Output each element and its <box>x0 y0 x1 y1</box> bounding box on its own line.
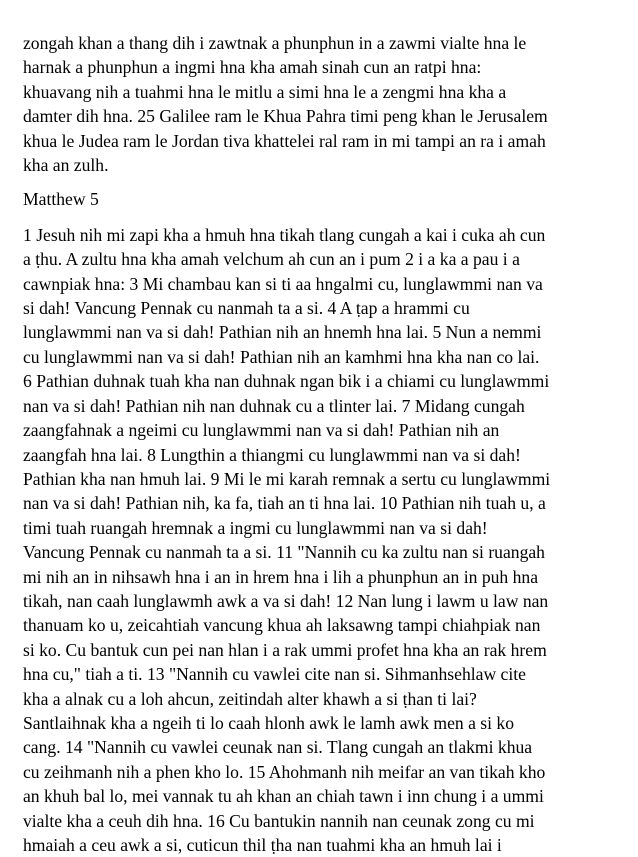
paragraph-body: 1 Jesuh nih mi zapi kha a hmuh hna tikah tlang cungah a kai i cuka ah cun a ṭhu. A zultu hna kha amah velchum ah cun an i pum 2 i a ka a pau i a cawnpiak hna: 3 Mi chambau kan si ti aa hngalmi cu, lunglawmmi nan va si dah! Vancung Pennak cu nanmah ta a si. 4 A ṭap a hrammi cu lunglawmmi nan va si dah! Pathian nih an hnemh hna lai. 5 Nun a nemmi cu lunglawmmi nan va si dah! Pathian nih an kamhmi hna kha nan co lai. 6 Pathian duhnak tuah kha nan duhnak ngan bik i a chiami cu lunglawmmi nan va si dah! Pathian nih nan duhnak cu a tlinter lai. 7 Midang cungah zaangfahnak a ngeimi cu lunglawmmi nan va si dah! Pathian nih an zaangfah hna lai. 8 Lungthin a thiangmi cu lunglawmmi nan va si dah! Pathian kha nan hmuh lai. 9 Mi le mi karah remnak a sertu cu lunglawmmi nan va si dah! Pathian nih, ka fa, tiah an ti hna lai. 10 Pathian nih tuah u, a timi tuah ruangah hremnak a ingmi cu lunglawmmi nan va si dah! Vancung Pennak cu nanmah ta a si. 11 "Nannih cu ka zultu nan si ruangah mi nih an in nihsawh hna i an in hrem hna i lih a phunphun an in puh hna tikah, nan caah lunglawmh awk a va si dah! 12 Nan lung i lawm u law nan thanuam ko u, zeicahtiah vancung khua ah laksawng tampi chiahpiak nan si ko. Cu bantuk cun pei nan hlan i a rak ummi profet hna kha an rak hrem hna cu," tiah a ti. 13 "Nannih cu vawlei cite nan si. Sihmanhsehlaw cite kha a alnak cu a loh ahcun, zeitindah alter khawh a si ṭhan ti lai? Santlaihnak kha a ngeih ti lo caah hlonh awk le lamh awk men a si ko cang. 14 "Nannih cu vawlei ceunak nan si. Tlang cungah an tlakmi khua cu zeihmanh nih a phen kho lo. 15 Ahohmanh nih meifar an van tikah kho an khuh bal lo, mei vannak tu ah khan an chiah tawn i inn chung i a ummi vialte kha a ceuh dih hna. 16 Cu bantukin nannih nan ceunak zong cu mi hmaiah a ceu awk a si, cuticun thil ṭha nan tuahmi kha an hmuh lai i <box>23 224 551 855</box>
chapter-heading: Matthew 5 <box>23 189 99 210</box>
paragraph-intro: zongah khan a thang dih i zawtnak a phunphun in a zawmi vialte hna le harnak a phunphun a ingmi hna kha amah sinah cun an ratpi hna: khuavang nih a tuahmi hna le mitlu a simi hna le a zengmi hna kha a damter dih hna. 25 Galilee ram le Khua Pahra timi peng khan le Jerusalem khua le Judea ram le Jordan tiva khattelei ral ram in mi tampi an ra i amah kha an zulh. <box>23 33 548 176</box>
